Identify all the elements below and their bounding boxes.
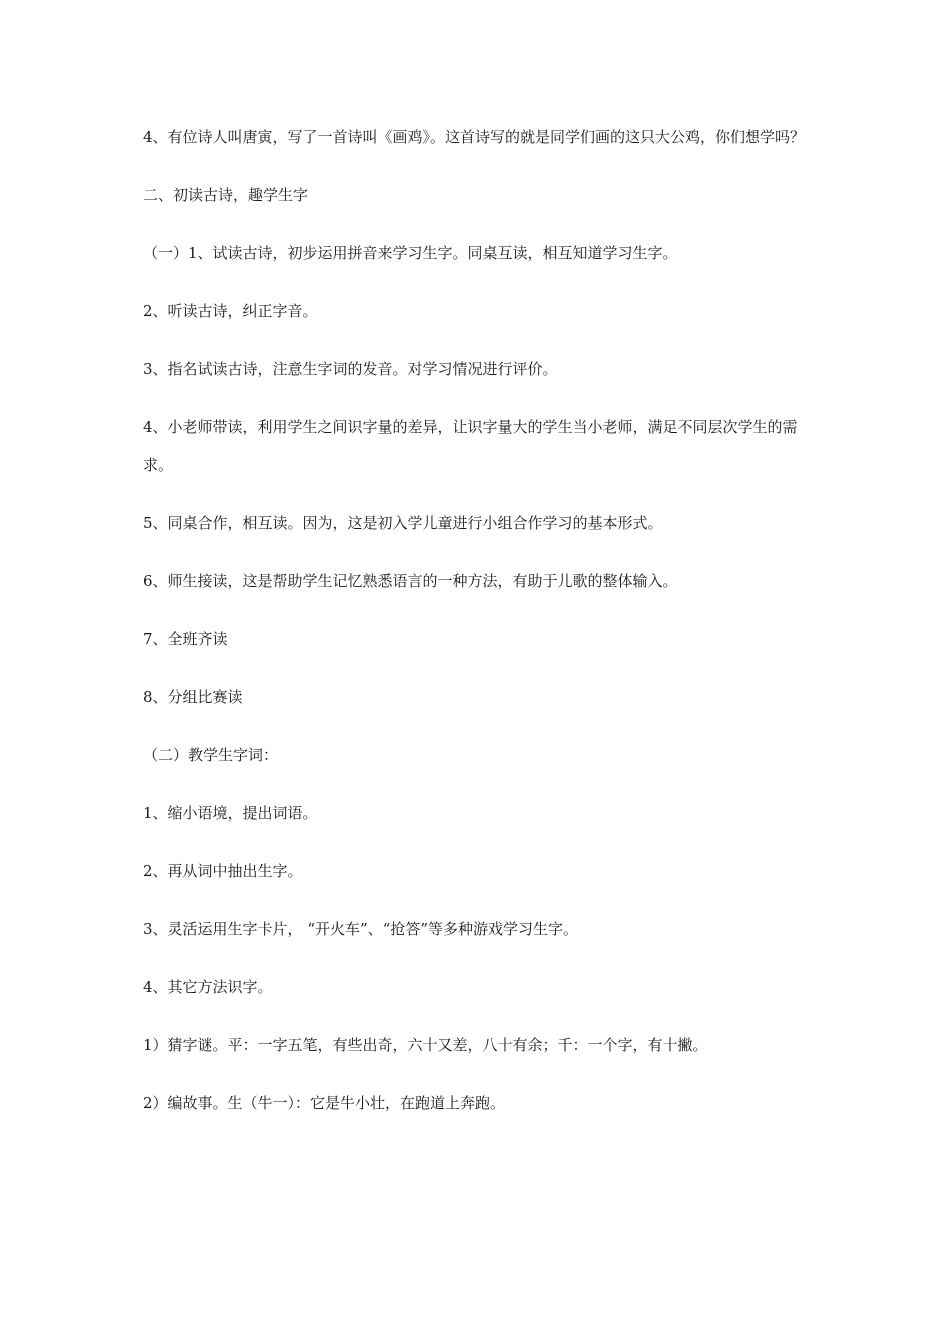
paragraph-step-7: 7、全班齐读 (143, 630, 228, 648)
paragraph-intro-poem: 4、有位诗人叫唐寅，写了一首诗叫《画鸡》。这首诗写的就是同学们画的这只大公鸡，你们想学吗？ (143, 128, 806, 146)
paragraph-vocab-1: 1、缩小语境，提出词语。 (143, 804, 318, 822)
subsection-heading-vocab: （二）教学生字词： (143, 746, 279, 764)
paragraph-step-5: 5、同桌合作，相互读。因为，这是初入学儿童进行小组合作学习的基本形式。 (143, 514, 663, 532)
paragraph-riddle: 1）猜字谜。平：一字五笔，有些出奇，六十又差，八十有余；千：一个字，有十撇。 (143, 1036, 708, 1054)
paragraph-step-6: 6、师生接读，这是帮助学生记忆熟悉语言的一种方法，有助于儿歌的整体输入。 (143, 572, 678, 590)
section-heading-read-poem: 二、初读古诗，趣学生字 (143, 186, 309, 204)
paragraph-vocab-2: 2、再从词中抽出生字。 (143, 862, 303, 880)
paragraph-step-2: 2、听读古诗，纠正字音。 (143, 302, 318, 320)
paragraph-step-8: 8、分组比赛读 (143, 688, 243, 706)
paragraph-step-1: （一）1、试读古诗，初步运用拼音来学习生字。同桌互读，相互知道学习生字。 (143, 244, 678, 262)
paragraph-step-4: 4、小老师带读，利用学生之间识字量的差异，让识字量大的学生当小老师，满足不同层次学生的需求。 (143, 418, 798, 474)
paragraph-vocab-3: 3、灵活运用生字卡片， “开火车”、“抢答”等多种游戏学习生字。 (143, 920, 578, 938)
document-body (143, 118, 823, 1142)
paragraph-story: 2）编故事。生（牛一）：它是牛小壮，在跑道上奔跑。 (143, 1094, 506, 1112)
paragraph-vocab-4: 4、其它方法识字。 (143, 978, 273, 996)
paragraph-step-3: 3、指名试读古诗，注意生字词的发音。对学习情况进行评价。 (143, 360, 558, 378)
